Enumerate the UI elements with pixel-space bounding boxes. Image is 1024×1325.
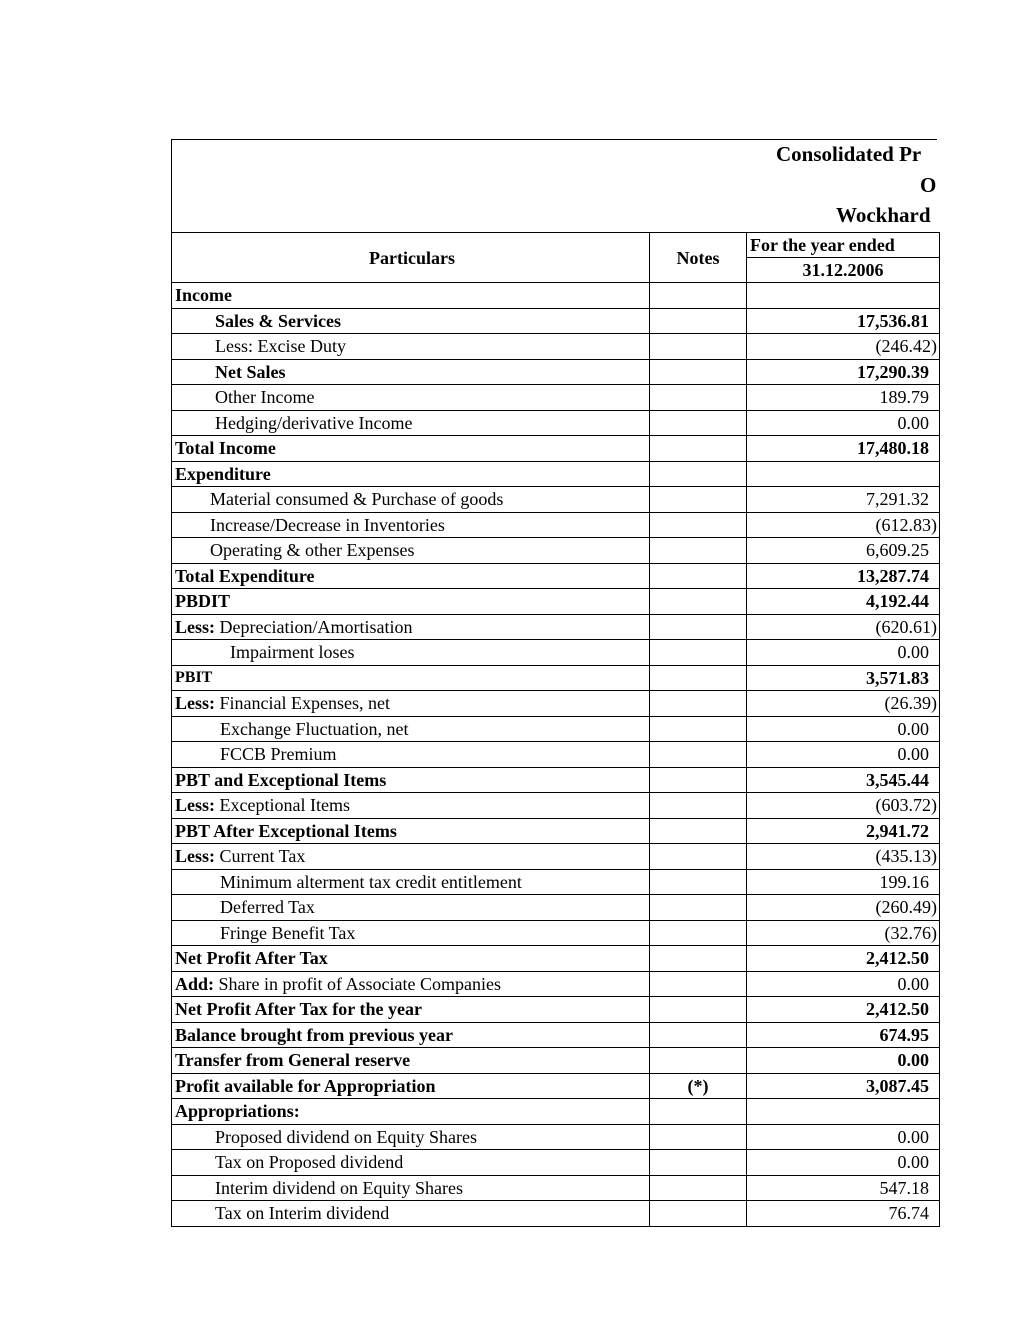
table-row xyxy=(172,997,940,1023)
row-value: 2,412.50 xyxy=(747,997,940,1023)
table-row xyxy=(172,742,940,768)
table-row xyxy=(172,461,940,487)
row-note xyxy=(650,691,747,717)
row-label xyxy=(172,716,650,742)
row-label xyxy=(172,971,650,997)
row-value: 13,287.74 xyxy=(747,563,940,589)
table-row xyxy=(172,1048,940,1074)
row-note xyxy=(650,1150,747,1176)
row-label xyxy=(172,742,650,768)
table-row xyxy=(172,716,940,742)
particulars-header: Particulars xyxy=(172,233,650,283)
row-value: 76.74 xyxy=(747,1201,940,1227)
row-label-text: Appropriations: xyxy=(175,1101,300,1122)
row-label-text: Hedging/derivative Income xyxy=(215,412,413,433)
row-label-text: Transfer from General reserve xyxy=(175,1050,411,1071)
row-value: 17,480.18 xyxy=(747,436,940,462)
table-row xyxy=(172,1150,940,1176)
row-value: 674.95 xyxy=(747,1022,940,1048)
row-label xyxy=(172,1099,650,1125)
row-label-text: PBT and Exceptional Items xyxy=(175,769,387,790)
row-label-text: Current Tax xyxy=(219,846,306,867)
table-row xyxy=(172,895,940,921)
row-prefix: Less: xyxy=(175,795,215,816)
row-value: 2,412.50 xyxy=(747,946,940,972)
row-label xyxy=(172,946,650,972)
row-label-text: Interim dividend on Equity Shares xyxy=(215,1177,463,1198)
row-label xyxy=(172,691,650,717)
row-label xyxy=(172,640,650,666)
table-row xyxy=(172,334,940,360)
table-row xyxy=(172,946,940,972)
profit-loss-table xyxy=(171,232,940,1227)
row-note xyxy=(650,869,747,895)
row-label xyxy=(172,844,650,870)
row-label-text: Depreciation/Amortisation xyxy=(219,616,413,637)
row-label xyxy=(172,410,650,436)
table-row xyxy=(172,614,940,640)
company-name: Wockhard xyxy=(836,203,931,227)
row-label xyxy=(172,487,650,513)
table-row xyxy=(172,1201,940,1227)
row-value: 6,609.25 xyxy=(747,538,940,564)
table-row xyxy=(172,538,940,564)
row-label-text: Operating & other Expenses xyxy=(210,540,415,561)
row-label xyxy=(172,308,650,334)
table-row xyxy=(172,1175,940,1201)
row-note xyxy=(650,385,747,411)
row-label xyxy=(172,461,650,487)
row-value: (260.49) xyxy=(747,895,940,921)
table-row xyxy=(172,283,940,309)
row-value: 17,290.39 xyxy=(747,359,940,385)
row-value: 2,941.72 xyxy=(747,818,940,844)
row-note xyxy=(650,1022,747,1048)
row-value: 0.00 xyxy=(747,1124,940,1150)
row-value: 3,087.45 xyxy=(747,1073,940,1099)
table-header-row-1 xyxy=(172,233,940,258)
row-note xyxy=(650,640,747,666)
row-label-text: Tax on Proposed dividend xyxy=(215,1152,404,1173)
row-note xyxy=(650,946,747,972)
table-row xyxy=(172,665,940,691)
statement-header xyxy=(171,139,937,232)
row-label xyxy=(172,1073,650,1099)
row-label-text: Less: Excise Duty xyxy=(215,336,346,357)
row-value xyxy=(747,283,940,309)
period-header: For the year ended xyxy=(747,233,940,258)
row-label-text: Proposed dividend on Equity Shares xyxy=(215,1126,477,1147)
table-row xyxy=(172,385,940,411)
statement-subtitle: O xyxy=(920,173,937,197)
row-label xyxy=(172,793,650,819)
row-label-text: Exceptional Items xyxy=(219,795,350,816)
row-label-text: Deferred Tax xyxy=(220,897,315,918)
row-label xyxy=(172,997,650,1023)
row-note xyxy=(650,1048,747,1074)
table-row xyxy=(172,869,940,895)
row-value xyxy=(747,461,940,487)
row-label xyxy=(172,818,650,844)
row-label xyxy=(172,1201,650,1227)
row-label-text: Total Expenditure xyxy=(175,565,315,586)
row-value: 7,291.32 xyxy=(747,487,940,513)
row-label-text: Share in profit of Associate Companies xyxy=(218,973,501,994)
row-label xyxy=(172,1022,650,1048)
table-row xyxy=(172,691,940,717)
row-value: 4,192.44 xyxy=(747,589,940,615)
row-label xyxy=(172,1150,650,1176)
table-row xyxy=(172,640,940,666)
row-label-text: Exchange Fluctuation, net xyxy=(220,718,409,739)
table-row xyxy=(172,793,940,819)
row-label-text: Tax on Interim dividend xyxy=(215,1203,390,1224)
row-label-text: Minimum alterment tax credit entitlement xyxy=(220,871,522,892)
row-prefix: Less: xyxy=(175,616,215,637)
row-label-text: Income xyxy=(175,285,232,306)
notes-header: Notes xyxy=(650,233,747,283)
row-value: 0.00 xyxy=(747,410,940,436)
row-label-text: Increase/Decrease in Inventories xyxy=(210,514,445,535)
row-value: 199.16 xyxy=(747,869,940,895)
row-label-text: Material consumed & Purchase of goods xyxy=(210,489,504,510)
row-prefix: Add: xyxy=(175,973,215,994)
row-label-text: Total Income xyxy=(175,438,276,459)
table-row xyxy=(172,971,940,997)
row-value: 3,545.44 xyxy=(747,767,940,793)
table-row xyxy=(172,767,940,793)
row-note xyxy=(650,283,747,309)
row-label-text: Profit available for Appropriation xyxy=(175,1075,436,1096)
row-value: (26.39) xyxy=(747,691,940,717)
row-note xyxy=(650,793,747,819)
row-label xyxy=(172,334,650,360)
row-note xyxy=(650,1099,747,1125)
row-prefix: Less: xyxy=(175,846,215,867)
row-note xyxy=(650,920,747,946)
row-label xyxy=(172,512,650,538)
statement-sheet xyxy=(171,139,937,1227)
table-row xyxy=(172,308,940,334)
period-date-header: 31.12.2006 xyxy=(747,258,940,283)
row-label-text: Sales & Services xyxy=(215,310,341,331)
row-label xyxy=(172,1175,650,1201)
row-value: (246.42) xyxy=(747,334,940,360)
row-label-text: Fringe Benefit Tax xyxy=(220,922,356,943)
table-row xyxy=(172,359,940,385)
row-note xyxy=(650,1201,747,1227)
table-row xyxy=(172,410,940,436)
row-note xyxy=(650,487,747,513)
row-note xyxy=(650,818,747,844)
row-value: 17,536.81 xyxy=(747,308,940,334)
row-value: (32.76) xyxy=(747,920,940,946)
table-row xyxy=(172,818,940,844)
row-value: (603.72) xyxy=(747,793,940,819)
row-note xyxy=(650,614,747,640)
row-note xyxy=(650,308,747,334)
row-note xyxy=(650,971,747,997)
row-note xyxy=(650,716,747,742)
table-row xyxy=(172,512,940,538)
row-note xyxy=(650,563,747,589)
row-label xyxy=(172,767,650,793)
row-value: 0.00 xyxy=(747,1150,940,1176)
row-prefix: Less: xyxy=(175,693,215,714)
row-label-text: Balance brought from previous year xyxy=(175,1024,453,1045)
row-value: 547.18 xyxy=(747,1175,940,1201)
row-note xyxy=(650,436,747,462)
row-note xyxy=(650,589,747,615)
row-label xyxy=(172,920,650,946)
row-label xyxy=(172,359,650,385)
row-value xyxy=(747,1099,940,1125)
row-label xyxy=(172,563,650,589)
row-note xyxy=(650,359,747,385)
row-note xyxy=(650,997,747,1023)
row-label-text: Other Income xyxy=(215,387,315,408)
table-row xyxy=(172,563,940,589)
row-value: 0.00 xyxy=(747,640,940,666)
row-value: 0.00 xyxy=(747,1048,940,1074)
table-row xyxy=(172,436,940,462)
row-label-text: Expenditure xyxy=(175,463,271,484)
row-value: (612.83) xyxy=(747,512,940,538)
row-label-text: PBDIT xyxy=(175,591,231,612)
row-value: 0.00 xyxy=(747,742,940,768)
table-row xyxy=(172,1073,940,1099)
row-note xyxy=(650,742,747,768)
row-note: (*) xyxy=(650,1073,747,1099)
row-label xyxy=(172,869,650,895)
row-value: 0.00 xyxy=(747,716,940,742)
row-note xyxy=(650,767,747,793)
row-note xyxy=(650,665,747,691)
row-note xyxy=(650,844,747,870)
row-label xyxy=(172,385,650,411)
row-note xyxy=(650,538,747,564)
row-label xyxy=(172,283,650,309)
row-label-text: Net Profit After Tax xyxy=(175,948,328,969)
row-value: 3,571.83 xyxy=(747,665,940,691)
table-row xyxy=(172,1099,940,1125)
row-label xyxy=(172,538,650,564)
table-row xyxy=(172,1124,940,1150)
table-row xyxy=(172,844,940,870)
row-label xyxy=(172,1048,650,1074)
row-note xyxy=(650,461,747,487)
row-label-text: FCCB Premium xyxy=(220,744,337,765)
row-note xyxy=(650,410,747,436)
table-row xyxy=(172,920,940,946)
row-label xyxy=(172,436,650,462)
row-label xyxy=(172,614,650,640)
row-note xyxy=(650,895,747,921)
row-label-text: Net Sales xyxy=(215,361,286,382)
table-row xyxy=(172,589,940,615)
row-note xyxy=(650,512,747,538)
row-label-text: PBIT xyxy=(175,668,213,686)
row-label xyxy=(172,589,650,615)
row-label xyxy=(172,1124,650,1150)
table-row xyxy=(172,1022,940,1048)
statement-title: Consolidated Pr xyxy=(776,142,922,166)
row-value: 189.79 xyxy=(747,385,940,411)
row-label xyxy=(172,895,650,921)
row-value: 0.00 xyxy=(747,971,940,997)
row-label-text: PBT After Exceptional Items xyxy=(175,820,397,841)
row-note xyxy=(650,1175,747,1201)
row-label-text: Impairment loses xyxy=(230,642,355,663)
row-label xyxy=(172,665,650,691)
row-value: (620.61) xyxy=(747,614,940,640)
row-note xyxy=(650,334,747,360)
row-label-text: Net Profit After Tax for the year xyxy=(175,999,422,1020)
table-row xyxy=(172,487,940,513)
row-label-text: Financial Expenses, net xyxy=(219,693,390,714)
row-value: (435.13) xyxy=(747,844,940,870)
row-note xyxy=(650,1124,747,1150)
